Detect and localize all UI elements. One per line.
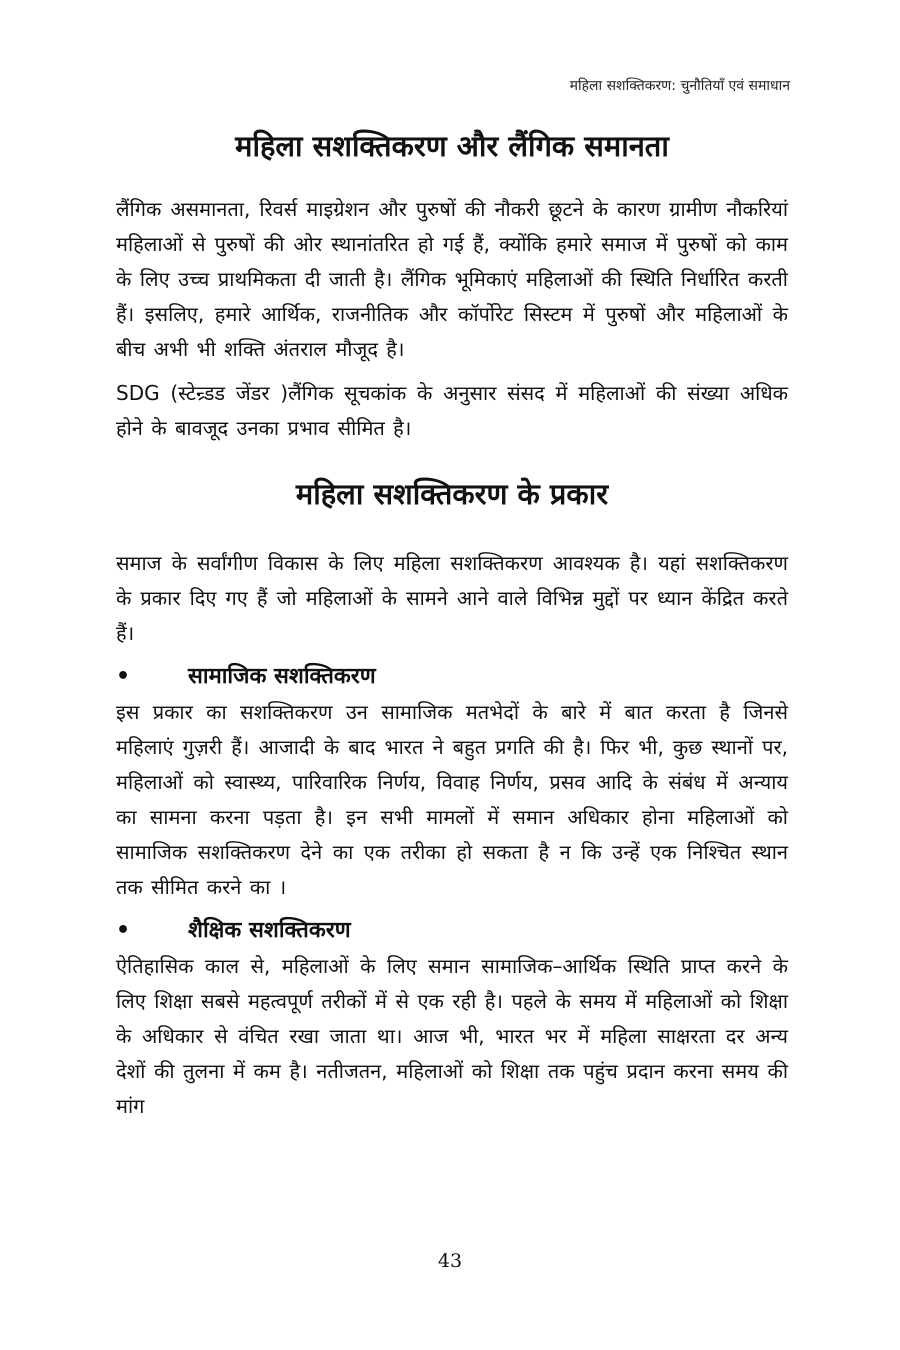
- bullet-heading-educational: [116, 913, 788, 949]
- bullet-heading-social: [116, 659, 788, 695]
- bullet-icon: •: [116, 918, 131, 943]
- section-heading-gender-equality: महिला सशक्तिकरण और लैंगिक समानता: [235, 129, 669, 163]
- bullet-icon: •: [116, 664, 131, 689]
- section-heading-empowerment-types: महिला सशक्तिकरण के प्रकार: [295, 477, 609, 511]
- paragraph-sdg-index: SDG (स्टेन्र्डड जेंडर )लैंगिक सूचकांक के अनुसार संसद में महिलाओं की संख्या अधिक होने के बावजूद उनका प्रभाव सीमित है।: [116, 381, 788, 440]
- bullet-title: सामाजिक सशक्तिकरण: [188, 664, 376, 689]
- paragraph-educational-empowerment: ऐतिहासिक काल से, महिलाओं के लिए समान सामाजिक–आर्थिक स्थिति प्राप्त करने के लिए शिक्षा सबसे महत्वपूर्ण तरीकों में से एक रही है। पहले के समय में महिलाओं को शिक्षा के अधिकार से वंचित रखा जाता था। आज भी, भारत भर में महिला साक्षरता दर अन्य देशों की तुलना में कम है। नतीजतन, महिलाओं को शिक्षा तक पहुंच प्रदान करना समय की मांग: [116, 954, 788, 1118]
- paragraph-gender-roles: लैंगिक असमानता, रिवर्स माइग्रेशन और पुरुषों की नौकरी छूटने के कारण ग्रामीण नौकरियां महिलाओं से पुरुषों की ओर स्थानांतरित हो गई हैं, क्योंकि हमारे समाज में पुरुषों को काम के लिए उच्च प्राथमिकता दी जाती है। लैंगिक भूमिकाएं महिलाओं की स्थिति निर्धारित करती हैं। इसलिए, हमारे आर्थिक, राजनीतिक और कॉर्पोरेट सिस्टम में पुरुषों और महिलाओं के बीच अभी भी शक्ति अंतराल मौजूद है।: [116, 197, 788, 361]
- paragraph-social-empowerment: इस प्रकार का सशक्तिकरण उन सामाजिक मतभेदों के बारे में बात करता है जिनसे महिलाएं गुज़री हैं। आजादी के बाद भारत ने बहुत प्रगति की है। फिर भी, कुछ स्थानों पर, महिलाओं को स्वास्थ्य, पारिवारिक निर्णय, विवाह निर्णय, प्रसव आदि के संबंध में अन्याय का सामना करना पड़ता है। इन सभी मामलों में समान अधिकार होना महिलाओं को सामाजिक सशक्तिकरण देने का एक तरीका हो सकता है न कि उन्हें एक निश्चित स्थान तक सीमित करने का ।: [116, 700, 788, 899]
- paragraph-empowerment-intro: समाज के सर्वांगीण विकास के लिए महिला सशक्तिकरण आवश्यक है। यहां सशक्तिकरण के प्रकार दिए गए हैं जो महिलाओं के सामने आने वाले विभिन्न मुद्दों पर ध्यान केंद्रित करते हैं।: [116, 551, 788, 645]
- page-number: 43: [437, 1250, 463, 1272]
- page-content: [116, 124, 788, 1124]
- bullet-title: शैक्षिक सशक्तिकरण: [188, 918, 351, 943]
- running-header: महिला सशक्तिकरण: चुनौतियाँ एवं समाधान: [569, 78, 790, 94]
